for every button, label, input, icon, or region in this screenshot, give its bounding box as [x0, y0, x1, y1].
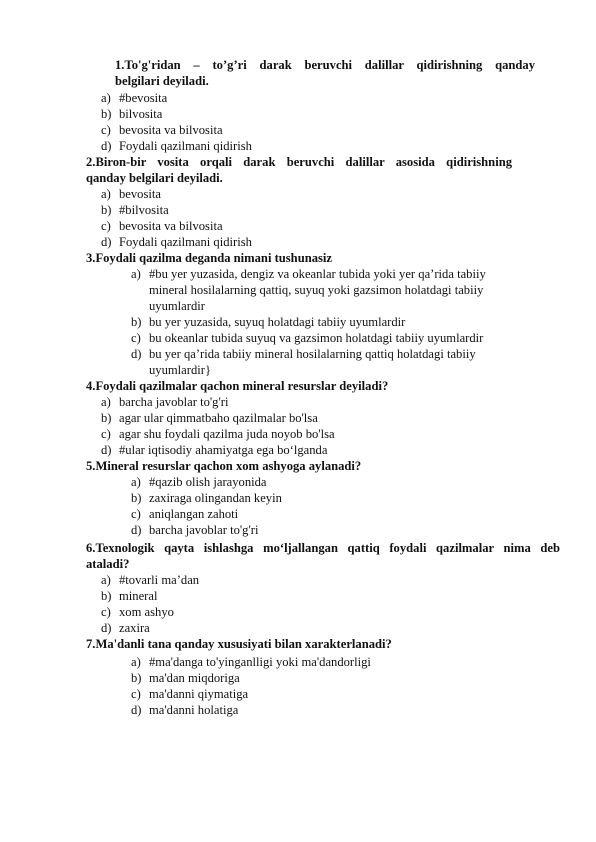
question-1-title-line2: belgilari deyiladi. [115, 74, 209, 88]
question-2-title-line1: 2.Biron-bir vosita orqali darak beruvchi dalillar asosida qidirishning [86, 155, 512, 169]
question-3-title-line1: 3.Foydali qazilma deganda nimani tushunasiz [86, 251, 332, 265]
question-1-title [115, 57, 535, 89]
document-page: 1.To'g'ridan – to’g’ri darak beruvchi dalillar qidirishning qanday belgilari deyiladi. a) #bevosita b) bilvosita c) bevosita va bilvosita d) Foydali qazilmani qidirish 2.Biron-bir vosita orqali darak beruvchi dalillar asosida qidirishning qanday belgilari deyiladi. a) bevosita b) #bilvosita c) bevosita va bilvosita d) Foydali qazilmani qidirish 3.Foydali qazilma deganda nimani tushunasiz a) #bu yer yuzasida, dengiz va okeanlar tubida yoki yer qa’rida tabiiy mineral hosilalarning qattiq, suyuq yoki gazsimon holatdagi tabiiy uyumlardir b) bu yer yuzasida, suyuq holatdagi tabiiy uyumlardir c) bu okeanlar tubida suyuq va gazsimon holatdagi tabiiy uyumlardir d) bu yer qa’rida tabiiy mineral hosilalarning qattiq holatdagi tabiiy uyumlardir} 4.Foydali qazilmalar qachon mineral resurslar deyiladi? a) barcha javoblar to'g'ri b) agar ular qimmatbaho qazilmalar bo'lsa c) agar shu foydali qazilma juda noyob bo'lsa d) #ular iqtisodiy ahamiyatga ega bo‘lganda 5.Mineral resurslar qachon xom ashyoga aylanadi? a) #qazib olish jarayonida b) zaxiraga olingandan keyin c) aniqlangan zahoti d) barcha javoblar to'g'ri 6.Texnologik qayta ishlashga mo‘ljallangan qattiq foydali qazilmalar nima deb ataladi? a) #tovarli ma’dan b) mineral c) xom ashyo d) zaxira 7.Ma'danli tana qanday xususiyati bilan xarakterlanadi? a) #ma'danga to'yinganlligi yoki ma'dandorligi b) ma'dan miqdoriga c) ma'danni qiymatiga d) ma'danni holatiga [86, 58, 560, 717]
question-3-title [86, 250, 538, 266]
question-4-title [86, 378, 538, 394]
question-4-title-line1: 4.Foydali qazilmalar qachon mineral resurslar deyiladi? [86, 379, 389, 393]
question-7-title-line1: 7.Ma'danli tana qanday xususiyati bilan xarakterlanadi? [86, 637, 392, 651]
question-7-title [86, 636, 538, 652]
question-5-title-line1: 5.Mineral resurslar qachon xom ashyoga aylanadi? [86, 459, 362, 473]
question-6-title-line1: 6.Texnologik qayta ishlashga mo‘ljallangan qattiq foydali qazilmalar nima deb [86, 541, 560, 555]
question-2-title-line2: qanday belgilari deyiladi. [86, 171, 223, 185]
question-1-title-line1: 1.To'g'ridan – to’g’ri darak beruvchi dalillar qidirishning qanday [115, 58, 535, 72]
question-6-title [86, 540, 560, 572]
question-6-title-line2: ataladi? [86, 557, 130, 571]
question-2-title [86, 154, 512, 186]
question-5-title [86, 458, 538, 474]
